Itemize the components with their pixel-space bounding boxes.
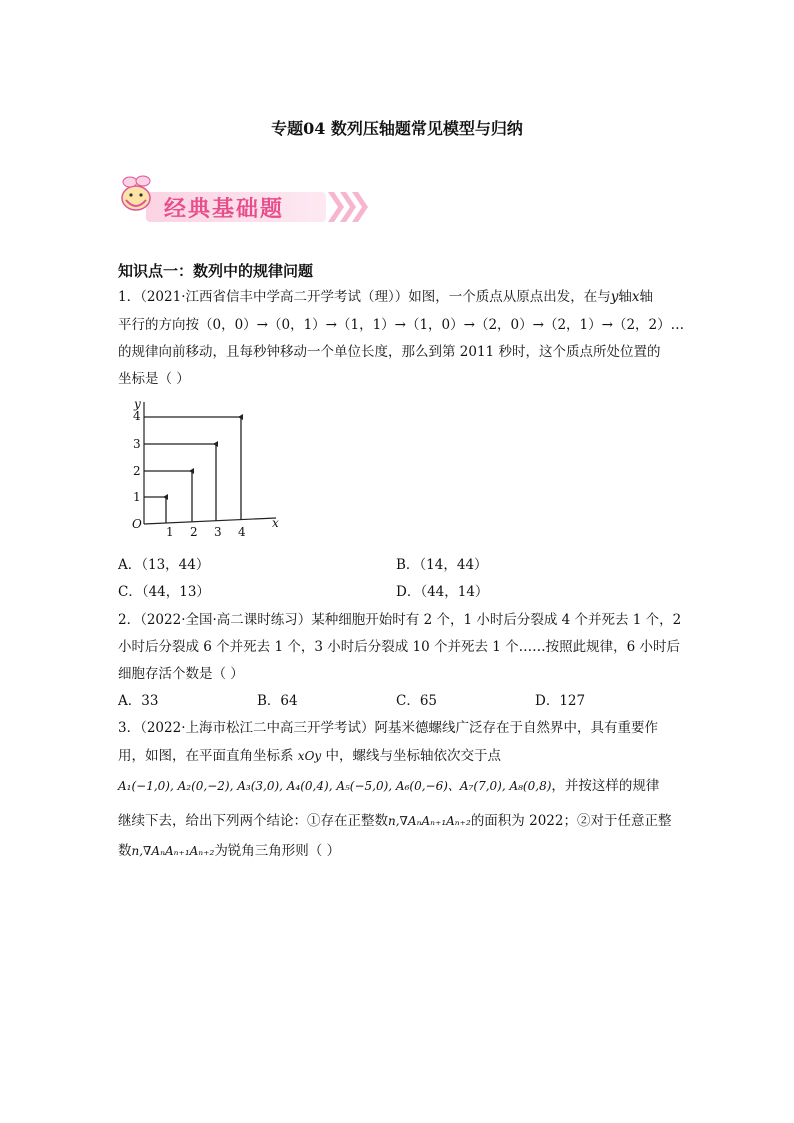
path-square-1 (144, 497, 166, 523)
section-heading: 知识点一：数列中的规律问题 (118, 262, 314, 280)
q2-line-3: 细胞存活个数是（ ） (118, 666, 244, 682)
q1-option-a: A．（13，44） (118, 557, 210, 573)
q1-option-d: D．（44，14） (396, 584, 489, 600)
q2-line-2: 小时后分裂成 6 个并死去 1 个，3 小时后分裂成 10 个并死去 1 个……按照此规律，6 小时后 (118, 639, 681, 655)
x-axis (144, 518, 276, 524)
origin-label: O (132, 517, 142, 531)
q3-line-5: 数n,∇AₙAₙ₊₁Aₙ₊₂为锐角三角形则（ ） (118, 843, 341, 859)
q2-option-b: B．64 (257, 693, 298, 709)
q2-option-c: C．65 (396, 693, 438, 709)
bee-icon (122, 176, 150, 210)
q1-option-c: C．（44，13） (118, 584, 210, 600)
x-tick: 1 (166, 525, 174, 539)
x-tick: 4 (238, 525, 246, 539)
q1-line-4: 坐标是（ ） (118, 371, 190, 387)
y-tick: 4 (133, 409, 141, 423)
q1-line-2: 平行的方向按（0，0）→（0，1）→（1，1）→（1，0）→（2，0）→（2，1）→（2，2）… (118, 317, 685, 333)
q3-line-3: A₁(−1,0), A₂(0,−2), A₃(3,0), A₄(0,4), A₅(−5,0), A₆(0,−6)、A₇(7,0), A₈(0,8)，并按这样的规律 (118, 778, 660, 794)
y-axis-label: y (134, 398, 141, 411)
q1-figure (116, 398, 286, 540)
q1-option-b: B．（14，44） (396, 557, 488, 573)
q2-option-a: A．33 (118, 693, 159, 709)
y-tick: 3 (133, 437, 141, 451)
q3-line-1: 3．（2022·上海市松江二中高三开学考试）阿基米德螺线广泛存在于自然界中，具有重要作 (118, 720, 658, 736)
q2-option-d: D．127 (535, 693, 586, 709)
points-formula: A₁(−1,0), A₂(0,−2), A₃(3,0), A₄(0,4), A₅(−5,0), A₆(0,−6)、A₇(7,0), A₈(0,8) (118, 779, 552, 793)
x-axis-label: x (272, 516, 279, 530)
q2-line-1: 2．（2022·全国·高二课时练习）某种细胞开始时有 2 个，1 小时后分裂成 4 个并死去 1 个，2 (118, 612, 682, 628)
y-tick: 2 (133, 464, 141, 478)
path-square-3 (144, 444, 216, 521)
y-tick: 1 (133, 490, 141, 504)
document-title: 专题04 数列压轴题常见模型与归纳 (271, 119, 523, 138)
q3-line-2: 用，如图，在平面直角坐标系 xOy 中，螺线与坐标轴依次交于点 (118, 748, 501, 764)
x-tick: 2 (190, 525, 198, 539)
q1-line-1: 1．（2021·江西省信丰中学高二开学考试（理））如图，一个质点从原点出发，在与y轴x轴 (118, 289, 654, 305)
x-tick: 3 (214, 525, 222, 539)
banner-label: 经典基础题 (164, 197, 285, 222)
q3-line-4: 继续下去，给出下列两个结论：①存在正整数n,∇AₙAₙ₊₁Aₙ₊₂的面积为 2022；②对于任意正整 (118, 813, 672, 829)
q1-line-3: 的规律向前移动，且每秒钟移动一个单位长度，那么到第 2011 秒时，这个质点所处位置的 (118, 344, 661, 360)
